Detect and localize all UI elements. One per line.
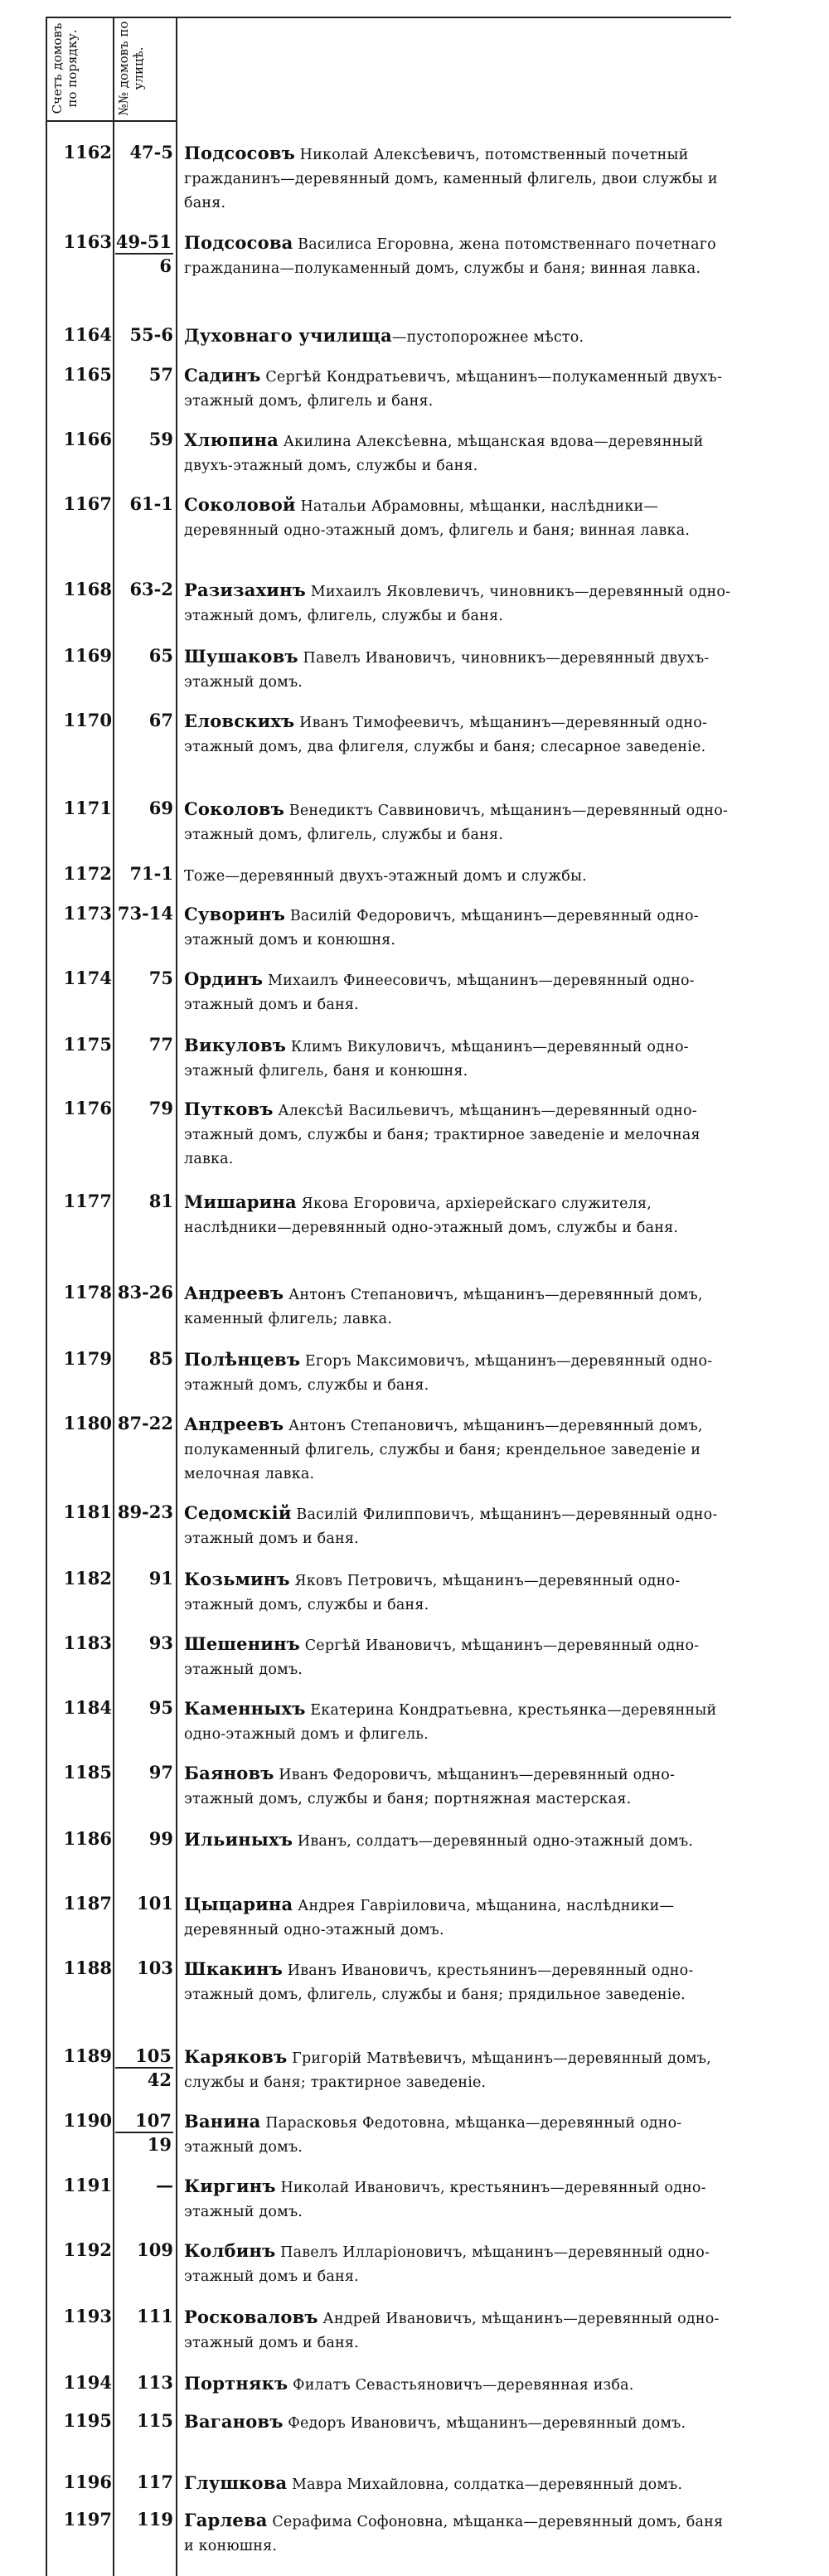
row-count: 1168 bbox=[63, 579, 112, 599]
entry-text: Егоръ Максимовичъ, мѣщанинъ—деревянный одно-этажный домъ, службы и баня. bbox=[184, 1353, 713, 1394]
header-bottom-rule bbox=[46, 120, 176, 122]
row-house-number: 61-1 bbox=[129, 493, 173, 514]
entry-text: Павелъ Илларіоновичъ, мѣщанинъ—деревянный одно-этажный домъ и баня. bbox=[184, 2244, 710, 2285]
row-house-number: 109 bbox=[137, 2239, 173, 2260]
row-count: 1169 bbox=[63, 645, 112, 666]
row-house-number: 59 bbox=[148, 429, 173, 449]
owner-name: Садинъ bbox=[184, 365, 261, 386]
row-house-number: 67 bbox=[148, 710, 173, 730]
row-entry bbox=[184, 2371, 731, 2398]
row-house-number: 83-26 bbox=[117, 1282, 173, 1303]
owner-name: Андреевъ bbox=[184, 1283, 284, 1303]
row-count: 1178 bbox=[63, 1282, 112, 1303]
entry-text: Серафима Софоновна, мѣщанка—деревянный домъ, баня и конюшня. bbox=[184, 2514, 724, 2554]
row-entry bbox=[184, 1957, 731, 2007]
row-house-number: 91 bbox=[148, 1568, 173, 1589]
row-entry bbox=[184, 1281, 731, 1332]
row-count: 1192 bbox=[63, 2239, 112, 2260]
row-house-number: 103 bbox=[137, 1957, 173, 1978]
row-count: 1165 bbox=[63, 364, 112, 385]
entry-text: Мавра Михайловна, солдатка—деревянный домъ. bbox=[287, 2477, 683, 2493]
row-count: 1171 bbox=[63, 798, 112, 818]
row-entry bbox=[184, 323, 731, 350]
entry-text: Василій Федоровичъ, мѣщанинъ—деревянный одно-этажный домъ и конюшня. bbox=[184, 908, 699, 948]
row-entry bbox=[184, 492, 731, 543]
row-entry bbox=[184, 902, 731, 953]
row-entry bbox=[184, 428, 731, 478]
owner-name: Портнякъ bbox=[184, 2373, 288, 2394]
row-count: 1176 bbox=[63, 1098, 112, 1118]
row-entry bbox=[184, 1033, 731, 1084]
entry-text: Антонъ Степановичъ, мѣщанинъ—деревянный домъ, полукаменный флигель, службы и баня; крендельное заведеніе и мелочная лавка. bbox=[184, 1418, 703, 1482]
owner-name: Викуловъ bbox=[184, 1035, 287, 1055]
row-entry bbox=[184, 2174, 731, 2224]
row-entry bbox=[184, 1827, 731, 1854]
row-entry bbox=[184, 2305, 731, 2355]
owner-name: Шкакинъ bbox=[184, 1958, 284, 1979]
entry-text: Иванъ Федоровичъ, мѣщанинъ—деревянный одно-этажный домъ, службы и баня; портняжная мастерская. bbox=[184, 1767, 676, 1807]
row-house-number: 57 bbox=[148, 364, 173, 385]
row-entry bbox=[184, 1412, 731, 1487]
owner-name: Шешенинъ bbox=[184, 1633, 300, 1654]
entry-text: Натальи Абрамовны, мѣщанки, наслѣдники—деревянный одно-этажный домъ, флигель и баня; винная лавка. bbox=[184, 498, 691, 539]
row-entry bbox=[184, 230, 731, 281]
owner-name: Соколовъ bbox=[184, 798, 285, 819]
entry-text: Якова Егоровича, архіерейскаго служителя, наслѣдники—деревянный одно-этажный домъ, службы и баня. bbox=[184, 1196, 679, 1236]
owner-name: Ординъ bbox=[184, 968, 264, 989]
owner-name: Каменныхъ bbox=[184, 1698, 306, 1719]
row-count: 1166 bbox=[63, 429, 112, 449]
row-entry bbox=[184, 1501, 731, 1551]
row-count: 1189 bbox=[63, 2045, 112, 2066]
owner-name: Шушаковъ bbox=[184, 646, 298, 667]
row-entry bbox=[184, 2045, 731, 2095]
entry-text: Яковъ Петровичъ, мѣщанинъ—деревянный одно-этажный домъ, службы и баня. bbox=[184, 1573, 681, 1613]
owner-name: Соколовой bbox=[184, 494, 296, 515]
house-number-top: 107 bbox=[115, 2109, 173, 2133]
row-entry bbox=[184, 644, 731, 695]
owner-name: Цыцарина bbox=[184, 1894, 293, 1914]
row-house-number: 63-2 bbox=[129, 579, 173, 599]
row-count: 1167 bbox=[63, 493, 112, 514]
entry-text: Николай Алексѣевичъ, потомственный почетный гражданинъ—деревянный домъ, каменный флигель, двои службы и баня. bbox=[184, 147, 718, 211]
row-entry bbox=[184, 2109, 731, 2160]
row-house-number-fraction bbox=[115, 230, 173, 277]
entry-text: Николай Ивановичъ, крестьянинъ—деревянный одно-этажный домъ. bbox=[184, 2180, 706, 2220]
row-house-number: 115 bbox=[137, 2410, 173, 2431]
row-house-number: — bbox=[156, 2175, 173, 2195]
row-count: 1194 bbox=[63, 2372, 112, 2393]
house-number-bottom: 42 bbox=[147, 2069, 172, 2090]
row-entry bbox=[184, 363, 731, 414]
entry-text: Филатъ Севастьяновичъ—деревянная изба. bbox=[288, 2377, 634, 2394]
row-entry bbox=[184, 1892, 731, 1943]
house-number-bottom: 6 bbox=[159, 255, 172, 276]
owner-name: Киргинъ bbox=[184, 2176, 276, 2196]
entry-text: Екатерина Кондратьевна, крестьянка—деревянный одно-этажный домъ и флигель. bbox=[184, 1702, 717, 1743]
owner-name: Суворинъ bbox=[184, 904, 286, 924]
row-count: 1179 bbox=[63, 1348, 112, 1369]
row-house-number: 99 bbox=[148, 1828, 173, 1849]
row-count: 1177 bbox=[63, 1191, 112, 1211]
owner-name: Еловскихъ bbox=[184, 711, 295, 731]
owner-name: Разизахинъ bbox=[184, 580, 306, 600]
owner-name: Ильиныхъ bbox=[184, 1829, 293, 1850]
row-house-number: 111 bbox=[137, 2306, 173, 2326]
owner-name: Гарлева bbox=[184, 2510, 268, 2530]
owner-name: Подсосовъ bbox=[184, 143, 295, 163]
owner-name: Седомскій bbox=[184, 1502, 292, 1523]
row-house-number: 71-1 bbox=[129, 863, 173, 884]
entry-text: Антонъ Степановичъ, мѣщанинъ—деревянный домъ, каменный флигель; лавка. bbox=[184, 1287, 703, 1327]
row-house-number: 87-22 bbox=[117, 1413, 173, 1434]
row-count: 1184 bbox=[63, 1697, 112, 1718]
entry-text: Алексѣй Васильевичъ, мѣщанинъ—деревянный одно-этажный домъ, службы и баня; трактирное заведеніе и мелочная лавка. bbox=[184, 1103, 701, 1167]
row-entry bbox=[184, 862, 731, 889]
house-number-bottom: 19 bbox=[147, 2134, 172, 2155]
entry-text: Василиса Егоровна, жена потомственнаго почетнаго гражданина—полукаменный домъ, службы и баня; винная лавка. bbox=[184, 236, 716, 277]
entry-text: —пустопорожнее мѣсто. bbox=[391, 329, 584, 346]
row-count: 1185 bbox=[63, 1762, 112, 1783]
entry-text: Венедиктъ Саввиновичъ, мѣщанинъ—деревянный одно-этажный домъ, флигель, службы и баня. bbox=[184, 803, 729, 843]
row-house-number-fraction bbox=[115, 2045, 173, 2091]
owner-name: Росковаловъ bbox=[184, 2307, 318, 2327]
owner-name: Глушкова bbox=[184, 2472, 288, 2493]
row-count: 1188 bbox=[63, 1957, 112, 1978]
owner-name: Баяновъ bbox=[184, 1763, 274, 1783]
row-count: 1196 bbox=[63, 2472, 112, 2492]
owner-name: Козьминъ bbox=[184, 1569, 290, 1589]
row-house-number: 85 bbox=[148, 1348, 173, 1369]
row-count: 1164 bbox=[63, 324, 112, 345]
row-house-number: 101 bbox=[137, 1893, 173, 1914]
row-count: 1183 bbox=[63, 1632, 112, 1653]
entry-text: Тоже—деревянный двухъ-этажный домъ и службы. bbox=[184, 868, 587, 885]
row-house-number: 65 bbox=[148, 645, 173, 666]
owner-name: Полѣнцевъ bbox=[184, 1349, 301, 1370]
row-house-number: 55-6 bbox=[129, 324, 173, 345]
entry-text: Иванъ Тимофеевичъ, мѣщанинъ—деревянный одно-этажный домъ, два флигеля, службы и баня; слесарное заведеніе. bbox=[184, 715, 708, 755]
row-entry bbox=[184, 578, 731, 628]
entry-text: Сергѣй Кондратьевичъ, мѣщанинъ—полукаменный двухъ-этажный домъ, флигель и баня. bbox=[184, 369, 723, 410]
row-house-number: 97 bbox=[148, 1762, 173, 1783]
row-count: 1195 bbox=[63, 2410, 112, 2431]
row-entry bbox=[184, 1696, 731, 1747]
row-entry bbox=[184, 797, 731, 847]
owner-name: Мишарина bbox=[184, 1191, 297, 1212]
owner-name: Ванина bbox=[184, 2111, 261, 2132]
row-house-number: 95 bbox=[148, 1697, 173, 1718]
entry-text: Павелъ Ивановичъ, чиновникъ—деревянный двухъ-этажный домъ. bbox=[184, 650, 710, 691]
header-house-numbers: №№ домовъ по улицѣ. bbox=[116, 21, 146, 116]
header-count: Счетъ домовъ по порядку. bbox=[50, 22, 80, 114]
row-entry bbox=[184, 141, 731, 216]
row-count: 1170 bbox=[63, 710, 112, 730]
row-count: 1193 bbox=[63, 2306, 112, 2326]
house-number-top: 49-51 bbox=[115, 230, 173, 255]
entry-text: Федоръ Ивановичъ, мѣщанинъ—деревянный домъ. bbox=[283, 2415, 686, 2432]
row-house-number: 77 bbox=[148, 1034, 173, 1055]
entry-text: Парасковья Федотовна, мѣщанка—деревянный одно-этажный домъ. bbox=[184, 2115, 682, 2156]
row-entry bbox=[184, 709, 731, 759]
row-count: 1187 bbox=[63, 1893, 112, 1914]
row-entry bbox=[184, 1761, 731, 1812]
entry-text: Сергѣй Ивановичъ, мѣщанинъ—деревянный одно-этажный домъ. bbox=[184, 1637, 700, 1678]
row-house-number: 119 bbox=[137, 2509, 173, 2530]
owner-name: Вагановъ bbox=[184, 2411, 284, 2432]
owner-name: Путковъ bbox=[184, 1099, 274, 1119]
row-house-number: 75 bbox=[148, 968, 173, 988]
row-entry bbox=[184, 1567, 731, 1618]
row-house-number: 113 bbox=[137, 2372, 173, 2393]
entry-text: Михаилъ Яковлевичъ, чиновникъ—деревянный одно-этажный домъ, флигель, службы и баня. bbox=[184, 584, 731, 624]
owner-name: Духовнаго училища bbox=[184, 325, 392, 346]
owner-name: Андреевъ bbox=[184, 1414, 284, 1434]
row-count: 1190 bbox=[63, 2110, 112, 2131]
entry-text: Василій Филипповичъ, мѣщанинъ—деревянный одно-этажный домъ и баня. bbox=[184, 1506, 718, 1547]
row-house-number: 117 bbox=[137, 2472, 173, 2492]
row-house-number: 47-5 bbox=[129, 142, 173, 163]
row-count: 1175 bbox=[63, 1034, 112, 1055]
row-house-number-fraction bbox=[115, 2109, 173, 2156]
row-house-number: 89-23 bbox=[117, 1501, 173, 1522]
entry-text: Климъ Викуловичъ, мѣщанинъ—деревянный одно-этажный флигель, баня и конюшня. bbox=[184, 1039, 689, 1079]
row-count: 1191 bbox=[63, 2175, 112, 2195]
house-number-top: 105 bbox=[115, 2045, 173, 2069]
entry-text: Григорій Матвѣевичъ, мѣщанинъ—деревянный домъ, службы и баня; трактирное заведеніе. bbox=[184, 2050, 711, 2091]
row-house-number: 81 bbox=[148, 1191, 173, 1211]
row-entry bbox=[184, 967, 731, 1017]
row-count: 1172 bbox=[63, 863, 112, 884]
row-count: 1180 bbox=[63, 1413, 112, 1434]
row-entry bbox=[184, 1097, 731, 1172]
row-count: 1181 bbox=[63, 1501, 112, 1522]
row-house-number: 79 bbox=[148, 1098, 173, 1118]
row-count: 1173 bbox=[63, 903, 112, 924]
table-top-rule bbox=[46, 17, 731, 18]
row-house-number: 73-14 bbox=[117, 903, 173, 924]
row-count: 1186 bbox=[63, 1828, 112, 1849]
row-count: 1174 bbox=[63, 968, 112, 988]
row-entry bbox=[184, 1347, 731, 1398]
row-house-number: 93 bbox=[148, 1632, 173, 1653]
row-entry bbox=[184, 1632, 731, 1682]
row-count: 1162 bbox=[63, 142, 112, 163]
entry-text: Иванъ, солдатъ—деревянный одно-этажный домъ. bbox=[293, 1833, 694, 1850]
row-entry bbox=[184, 2508, 731, 2559]
row-count: 1163 bbox=[63, 231, 112, 252]
row-count: 1182 bbox=[63, 1568, 112, 1589]
row-entry bbox=[184, 2471, 731, 2497]
row-entry bbox=[184, 2409, 731, 2436]
column-rule-1 bbox=[113, 17, 114, 2576]
entry-text: Иванъ Ивановичъ, крестьянинъ—деревянный одно-этажный домъ, флигель, службы и баня; прядильное заведеніе. bbox=[184, 1962, 694, 2003]
entry-text: Андрей Ивановичъ, мѣщанинъ—деревянный одно-этажный домъ и баня. bbox=[184, 2311, 720, 2351]
owner-name: Каряковъ bbox=[184, 2046, 288, 2067]
entry-text: Акилина Алексѣевна, мѣщанская вдова—деревянный двухъ-этажный домъ, службы и баня. bbox=[184, 434, 704, 474]
row-count: 1197 bbox=[63, 2509, 112, 2530]
row-entry bbox=[184, 1190, 731, 1240]
owner-name: Хлюпина bbox=[184, 429, 279, 450]
owner-name: Подсосова bbox=[184, 232, 293, 253]
entry-text: Андрея Гавріиловича, мѣщанина, наслѣдники—деревянный одно-этажный домъ. bbox=[184, 1898, 675, 1938]
column-rule-2 bbox=[176, 17, 177, 2576]
entry-text: Михаилъ Финеесовичъ, мѣщанинъ—деревянный одно-этажный домъ и баня. bbox=[184, 973, 695, 1013]
owner-name: Колбинъ bbox=[184, 2240, 276, 2261]
row-house-number: 69 bbox=[148, 798, 173, 818]
row-entry bbox=[184, 2239, 731, 2289]
